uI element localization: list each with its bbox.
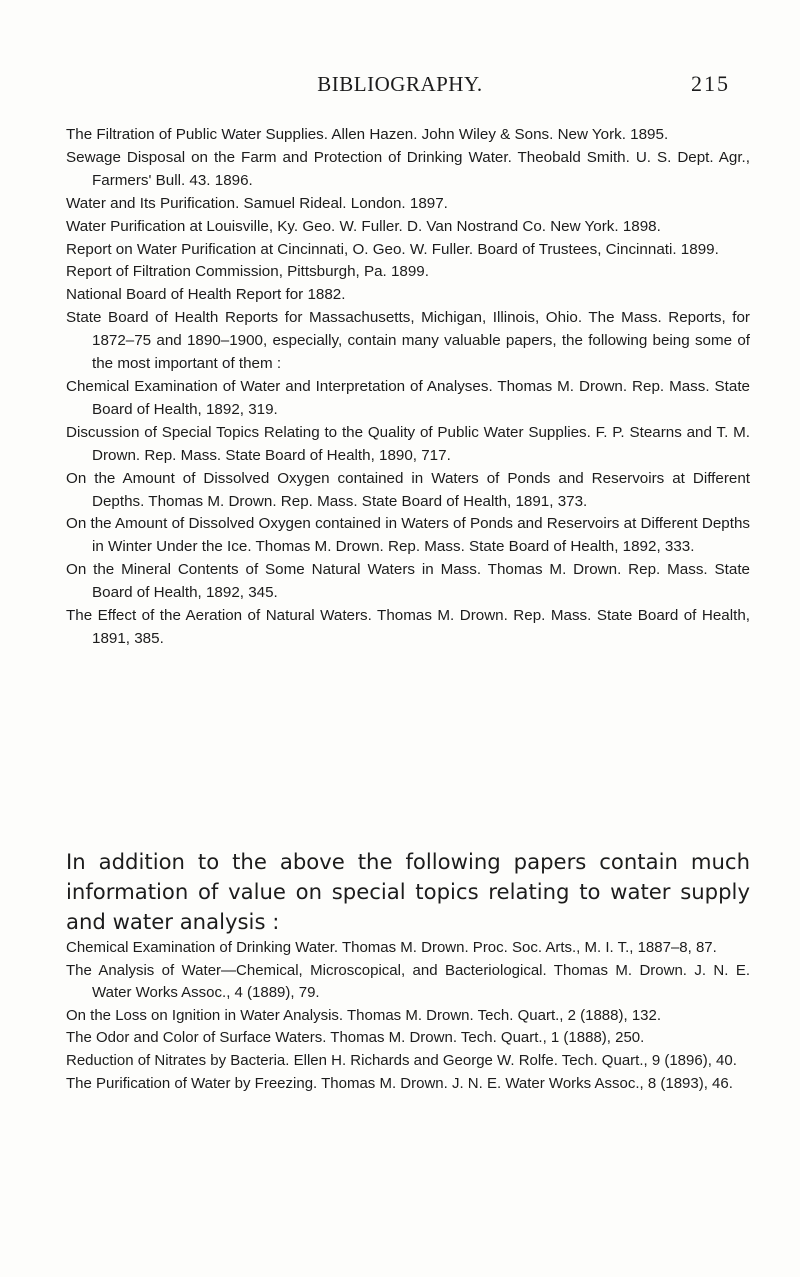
bibliography-entry: State Board of Health Reports for Massachusetts, Michigan, Illinois, Ohio. The Mass. Reports, for 1872–75 and 1890–1900, especially, contain many valuable papers, the following being some of the most important of them : xyxy=(66,309,750,373)
bibliography-entry: Chemical Examination of Water and Interpretation of Analyses. Thomas M. Drown. Rep. Mass. State Board of Health, 1892, 319. xyxy=(66,377,750,418)
bibliography-entry: On the Amount of Dissolved Oxygen contained in Waters of Ponds and Reservoirs at Different Depths in Winter Under the Ice. Thomas M. Drown. Rep. Mass. State Board of Health, 1892, 333. xyxy=(66,515,750,556)
additional-paper-entry: Reduction of Nitrates by Bacteria. Ellen H. Richards and George W. Rolfe. Tech. Quart., 9 (1896), 40. xyxy=(66,1051,737,1069)
bibliography-entry: The Filtration of Public Water Supplies. Allen Hazen. John Wiley & Sons. New York. 1895. xyxy=(66,126,669,143)
running-head-title: BIBLIOGRAPHY. xyxy=(317,72,483,96)
additional-paper-entry: The Odor and Color of Surface Waters. Thomas M. Drown. Tech. Quart., 1 (1888), 250. xyxy=(66,1029,645,1047)
additional-paper-entry: On the Loss on Ignition in Water Analysis. Thomas M. Drown. Tech. Quart., 2 (1888), 132. xyxy=(66,1006,662,1024)
bibliography-entry: Sewage Disposal on the Farm and Protection of Drinking Water. Theobald Smith. U. S. Dept. Agr., Farmers' Bull. 43. 1896. xyxy=(66,148,750,189)
page-number: 215 xyxy=(691,71,730,96)
bibliography-entry: Discussion of Special Topics Relating to the Quality of Public Water Supplies. F. P. Stearns and T. M. Drown. Rep. Mass. State Board of Health, 1890, 717. xyxy=(66,423,750,464)
additional-papers-list xyxy=(66,937,750,1095)
bibliography-entry: On the Amount of Dissolved Oxygen contained in Waters of Ponds and Reservoirs at Different Depths. Thomas M. Drown. Rep. Mass. State Board of Health, 1891, 373. xyxy=(66,469,750,510)
bibliography-entry: Water Purification at Louisville, Ky. Geo. W. Fuller. D. Van Nostrand Co. New York. 1898. xyxy=(66,217,661,235)
bibliography-entry: Report on Water Purification at Cincinnati, O. Geo. W. Fuller. Board of Trustees, Cincinnati. 1899. xyxy=(66,240,719,258)
interlude-paragraph: In addition to the above the following papers contain much information of value on special topics relating to water supply and water analysis : xyxy=(66,849,750,934)
bibliography-entry: Water and Its Purification. Samuel Rideal. London. 1897. xyxy=(66,194,448,212)
additional-paper-entry: Chemical Examination of Drinking Water. Thomas M. Drown. Proc. Soc. Arts., M. I. T., 1887–8, 87. xyxy=(66,939,717,956)
additional-paper-entry: The Purification of Water by Freezing. Thomas M. Drown. J. N. E. Water Works Assoc., 8 (1893), 46. xyxy=(66,1074,733,1092)
bibliography-list xyxy=(66,124,750,651)
bibliography-entry: Report of Filtration Commission, Pittsburgh, Pa. 1899. xyxy=(66,263,429,281)
bibliography-entry: The Effect of the Aeration of Natural Waters. Thomas M. Drown. Rep. Mass. State Board of Health, 1891, 385. xyxy=(66,607,750,647)
bibliography-entry: On the Mineral Contents of Some Natural Waters in Mass. Thomas M. Drown. Rep. Mass. State Board of Health, 1892, 345. xyxy=(66,561,750,602)
additional-paper-entry: The Analysis of Water—Chemical, Microscopical, and Bacteriological. Thomas M. Drown. J. N. E. Water Works Assoc., 4 (1889), 79. xyxy=(66,961,750,1002)
bibliography-entry: National Board of Health Report for 1882. xyxy=(66,286,346,304)
